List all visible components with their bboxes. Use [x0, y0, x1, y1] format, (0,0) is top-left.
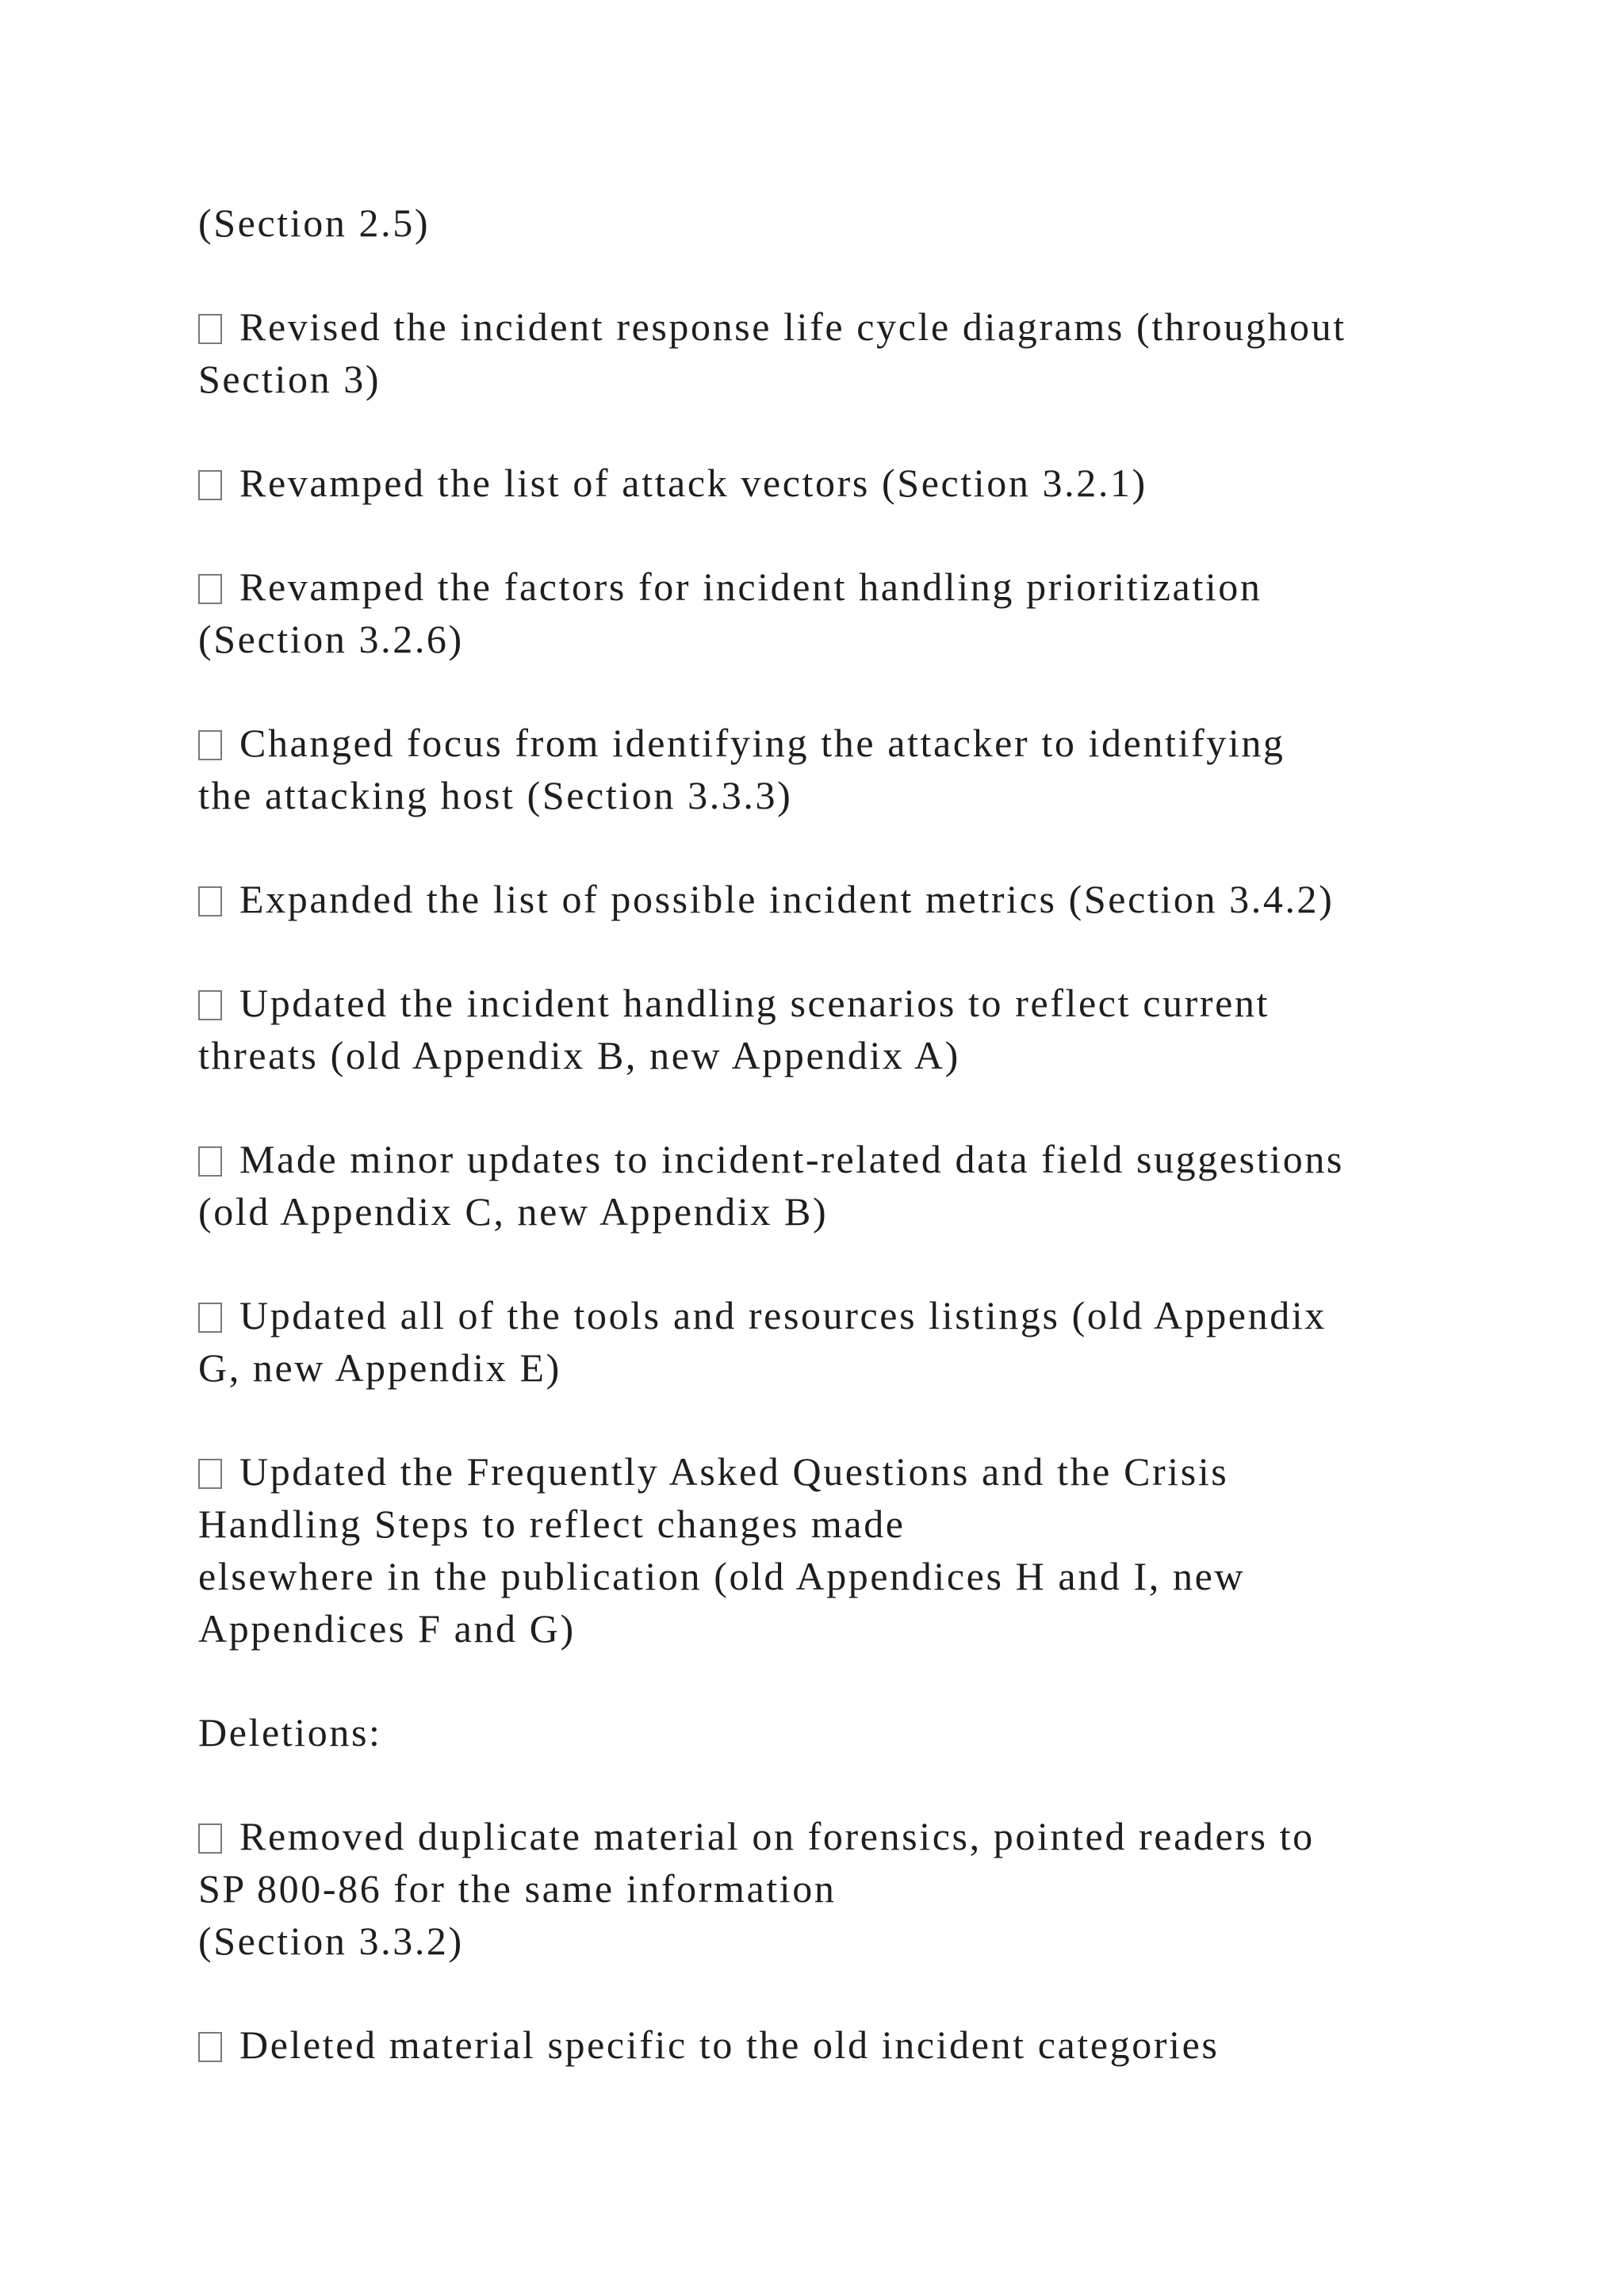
text-line: (Section 2.5)	[198, 201, 431, 245]
text-line: threats (old Appendix B, new Appendix A)	[198, 1033, 960, 1077]
text-line: Deleted material specific to the old incident categories	[239, 2022, 1220, 2067]
text-line: Expanded the list of possible incident metrics (Section 3.4.2)	[239, 877, 1335, 921]
text-line: (old Appendix C, new Appendix B)	[198, 1189, 829, 1234]
bullet-box-icon	[198, 1459, 222, 1489]
text-line: Handling Steps to reflect changes made	[198, 1502, 906, 1546]
text-line: Updated the incident handling scenarios to reflect current	[239, 981, 1270, 1025]
bullet-box-icon	[198, 574, 222, 604]
bullet-box-icon	[198, 730, 222, 760]
bullet-box-icon	[198, 1303, 222, 1333]
bullet-box-icon	[198, 2032, 222, 2062]
bullet-item-attack-vectors	[198, 457, 1451, 509]
bullet-box-icon	[198, 314, 222, 344]
bullet-item-data-fields	[198, 1133, 1451, 1238]
text-line: (Section 3.2.6)	[198, 617, 464, 661]
text-line: (Section 3.3.2)	[198, 1919, 464, 1963]
bullet-box-icon	[198, 990, 222, 1020]
text-line: Removed duplicate material on forensics, pointed readers to	[239, 1814, 1315, 1858]
deletions-heading	[198, 1706, 1451, 1758]
bullet-item-faq-crisis	[198, 1445, 1451, 1655]
bullet-item-attacking-host	[198, 717, 1451, 821]
bullet-box-icon	[198, 1146, 222, 1177]
bullet-item-prioritization	[198, 561, 1451, 665]
bullet-box-icon	[198, 886, 222, 916]
text-line: Revised the incident response life cycle diagrams (throughout	[239, 304, 1346, 349]
bullet-item-old-categories	[198, 2019, 1451, 2071]
text-line: Made minor updates to incident-related data field suggestions	[239, 1137, 1344, 1181]
document-body	[198, 197, 1451, 2122]
text-line: Revamped the factors for incident handling prioritization	[239, 564, 1262, 609]
text-line: Updated all of the tools and resources listings (old Appendix	[239, 1293, 1327, 1337]
text-line: Section 3)	[198, 357, 381, 401]
text-line: Updated the Frequently Asked Questions and the Crisis	[239, 1449, 1229, 1494]
text-line: Deletions:	[198, 1710, 382, 1755]
text-line: Changed focus from identifying the attacker to identifying	[239, 721, 1285, 765]
bullet-item-scenarios	[198, 977, 1451, 1081]
paragraph-section-ref	[198, 197, 1451, 249]
bullet-item-tools-resources	[198, 1289, 1451, 1394]
text-line: elsewhere in the publication (old Appendices H and I, new	[198, 1554, 1246, 1598]
bullet-item-forensics	[198, 1810, 1451, 1967]
text-line: G, new Appendix E)	[198, 1345, 561, 1390]
bullet-box-icon	[198, 470, 222, 500]
text-line: SP 800-86 for the same information	[198, 1866, 837, 1911]
text-line: the attacking host (Section 3.3.3)	[198, 773, 793, 817]
bullet-item-metrics	[198, 873, 1451, 925]
text-line: Appendices F and G)	[198, 1606, 576, 1651]
text-line: Revamped the list of attack vectors (Section 3.2.1)	[239, 461, 1147, 505]
bullet-box-icon	[198, 1823, 222, 1854]
bullet-item-revised-diagrams	[198, 300, 1451, 405]
